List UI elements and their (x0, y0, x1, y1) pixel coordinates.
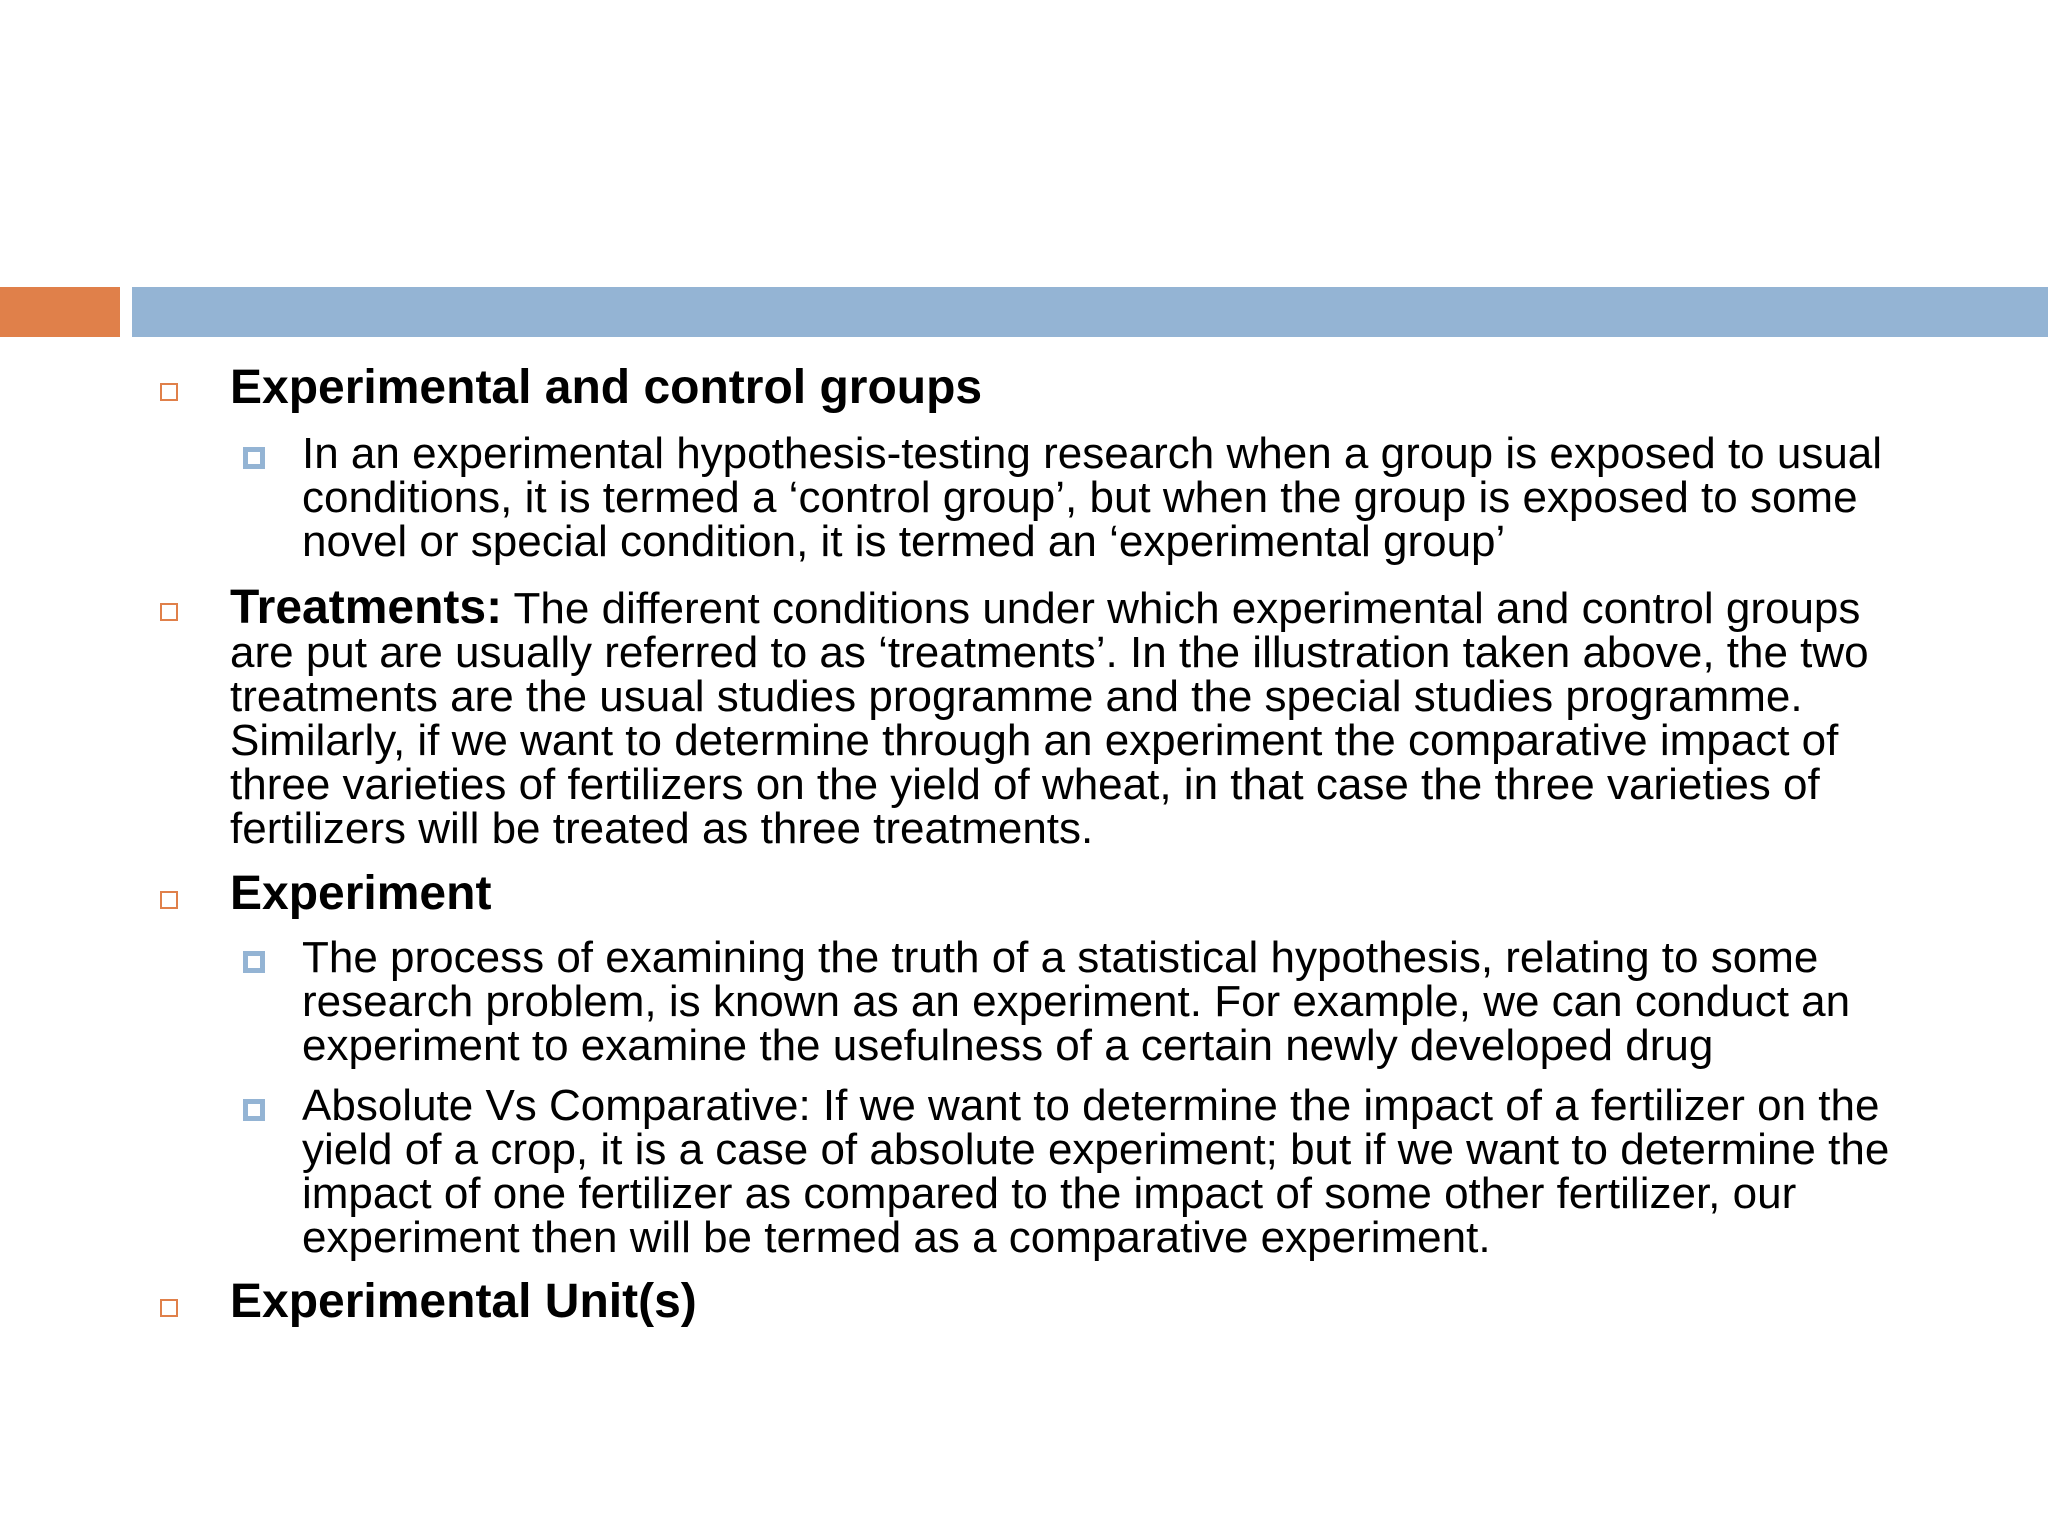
header-accent-blue-bar (132, 287, 2048, 337)
bullet-experimental-control-groups (230, 361, 1930, 414)
filled-square-bullet-icon (243, 447, 265, 469)
sub-bullet-experiment-definition: The process of examining the truth of a statistical hypothesis, relating to some research problem, is known as an experiment. For example, we can conduct an experiment to examine the usefulness of a certain newly developed drug (302, 933, 1851, 1070)
heading-experimental-units: Experimental Unit(s) (230, 1275, 697, 1328)
sub-bullet-control-group-definition: In an experimental hypothesis-testing research when a group is exposed to usual conditions, it is termed a ‘control group’, but when the group is exposed to some novel or special condition, it is termed an ‘experimental group’ (302, 429, 1883, 566)
header-accent-orange-bar (0, 287, 120, 337)
heading-experimental-control-groups: Experimental and control groups (230, 361, 983, 414)
square-bullet-icon (160, 891, 178, 909)
treatments-text: The different conditions under which experimental and control groups are put are usually referred to as ‘treatments’. In the illustration taken above, the two treatments are the usual studies programme and the special studies programme. Similarly, if we want to determine through an experiment the comparative impact of three varieties of fertilizers on the yield of wheat, in that case the three varieties of fertilizers will be treated as three treatments. (230, 584, 1869, 853)
filled-square-bullet-icon (243, 951, 265, 973)
square-bullet-icon (160, 603, 178, 621)
filled-square-bullet-icon (243, 1099, 265, 1121)
square-bullet-icon (160, 383, 178, 401)
heading-experiment: Experiment (230, 867, 492, 920)
bullet-experimental-units (230, 1275, 1930, 1328)
sub-bullet-absolute-vs-comparative: Absolute Vs Comparative: If we want to determine the impact of a fertilizer on the yield of a crop, it is a case of absolute experiment; but if we want to determine the impact of one fertilizer as compared to the impact of some other fertilizer, our experiment then will be termed as a comparative experiment. (302, 1081, 1890, 1262)
heading-treatments: Treatments: (230, 581, 503, 634)
bullet-experiment (230, 867, 1930, 920)
bullet-treatments (230, 581, 1930, 853)
square-bullet-icon (160, 1299, 178, 1317)
